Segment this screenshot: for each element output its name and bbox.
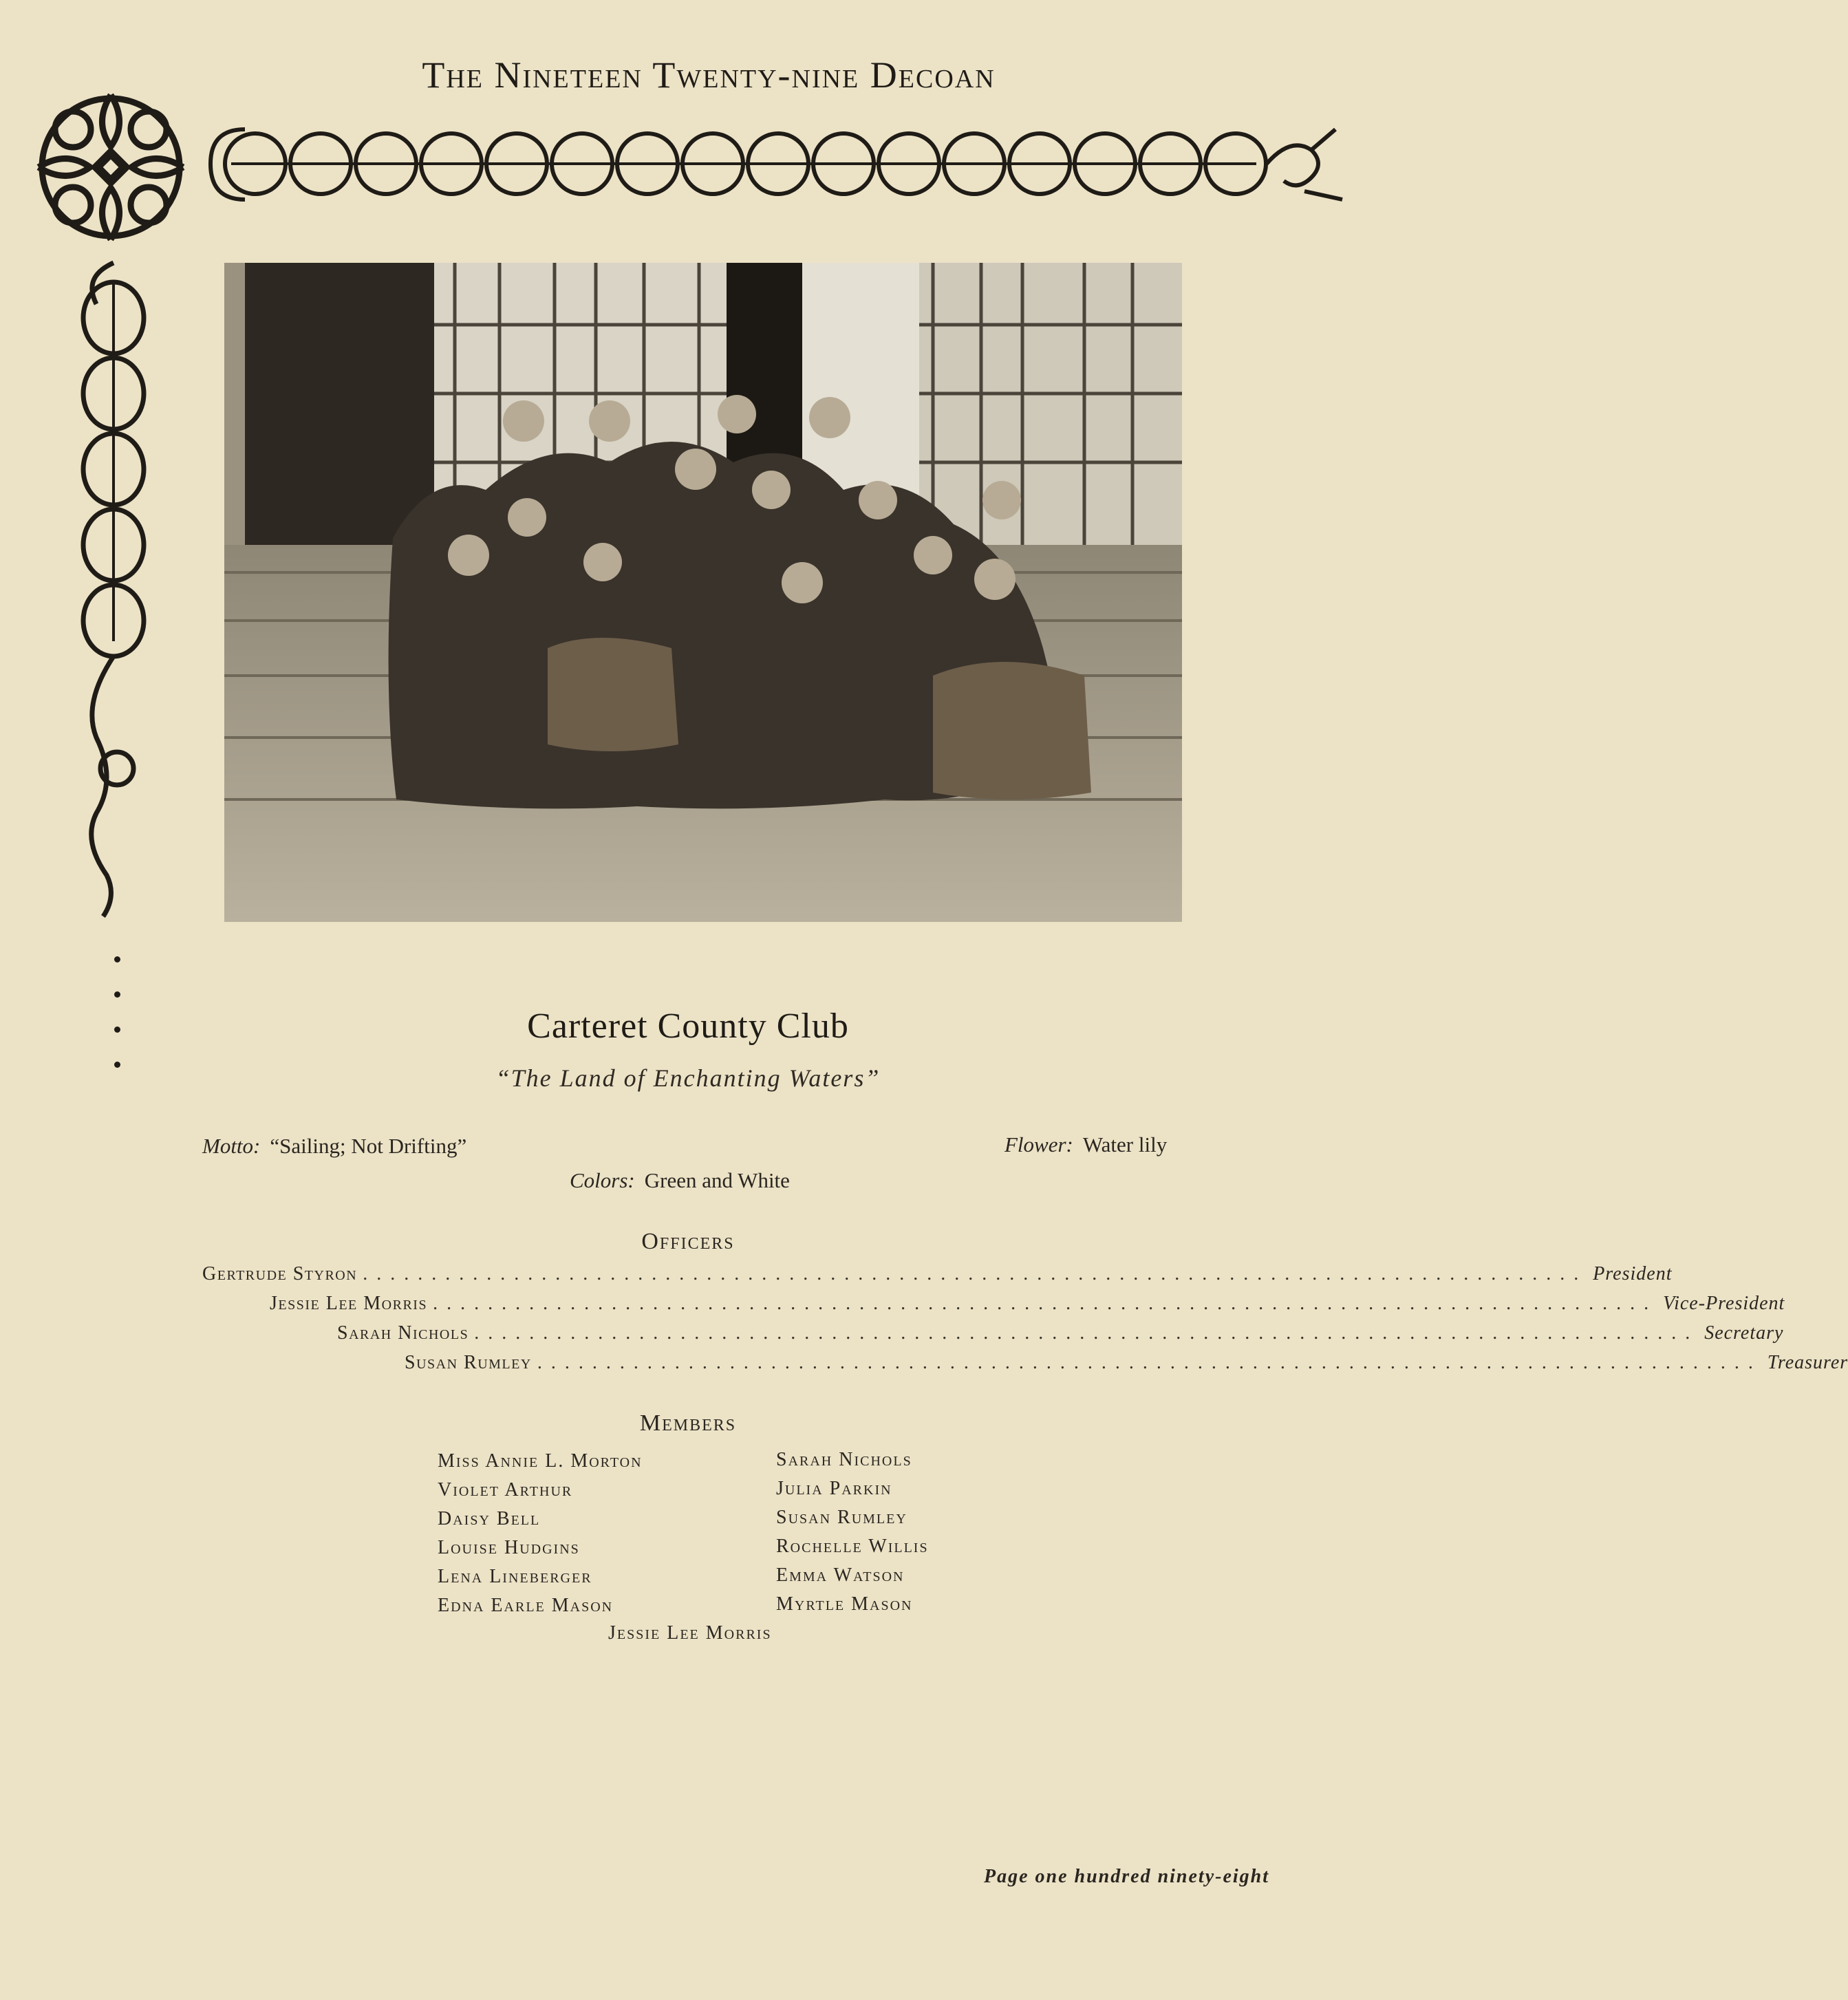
officer-role: President bbox=[1593, 1263, 1673, 1284]
colors-value: Green and White bbox=[644, 1168, 790, 1192]
page-header-title: The Nineteen Twenty-nine Decoan bbox=[422, 54, 996, 96]
flower-line bbox=[1004, 1132, 1167, 1157]
dot bbox=[114, 956, 120, 963]
officer-name: Sarah Nichols bbox=[337, 1322, 469, 1344]
officer-role: Treasurer bbox=[1767, 1352, 1848, 1373]
club-subtitle: “The Land of Enchanting Waters” bbox=[495, 1064, 881, 1092]
member-name: Sarah Nichols bbox=[776, 1449, 912, 1470]
officer-row bbox=[337, 1322, 1784, 1350]
member-name: Lena Lineberger bbox=[438, 1566, 592, 1587]
officer-name: Jessie Lee Morris bbox=[270, 1293, 428, 1314]
officer-row bbox=[270, 1293, 1785, 1320]
member-name: Myrtle Mason bbox=[776, 1593, 913, 1615]
officer-role: Secretary bbox=[1704, 1322, 1784, 1344]
members-heading: Members bbox=[639, 1410, 737, 1436]
decorative-border-band bbox=[204, 122, 1346, 205]
member-name: Daisy Bell bbox=[438, 1508, 541, 1529]
leader-dots: ......................................................................................... bbox=[474, 1322, 1699, 1344]
leader-dots: ......................................................................................... bbox=[363, 1263, 1588, 1284]
officer-row bbox=[405, 1352, 1848, 1379]
leader-dots: ......................................................................................... bbox=[537, 1352, 1762, 1373]
colors-label: Colors: bbox=[570, 1168, 635, 1192]
member-name: Violet Arthur bbox=[438, 1479, 573, 1501]
member-name: Edna Earle Mason bbox=[438, 1595, 614, 1616]
motto-value: “Sailing; Not Drifting” bbox=[270, 1134, 467, 1158]
member-name: Emma Watson bbox=[776, 1564, 905, 1586]
club-title: Carteret County Club bbox=[527, 1007, 849, 1046]
club-group-photo bbox=[224, 263, 1182, 922]
flower-value: Water lily bbox=[1082, 1132, 1168, 1157]
officers-heading: Officers bbox=[641, 1229, 735, 1254]
side-scroll-ornament bbox=[69, 256, 158, 944]
member-name: Susan Rumley bbox=[776, 1507, 907, 1528]
officer-row bbox=[202, 1263, 1673, 1291]
member-name: Jessie Lee Morris bbox=[608, 1622, 772, 1644]
page-number: Page one hundred ninety-eight bbox=[984, 1866, 1270, 1887]
colors-line bbox=[570, 1168, 790, 1193]
corner-ornament bbox=[25, 81, 197, 253]
member-name: Miss Annie L. Morton bbox=[438, 1450, 643, 1472]
member-name: Rochelle Willis bbox=[776, 1536, 929, 1557]
member-name: Julia Parkin bbox=[776, 1478, 892, 1499]
officer-role: Vice-President bbox=[1663, 1293, 1785, 1314]
motto-line bbox=[202, 1134, 466, 1159]
officer-name: Susan Rumley bbox=[405, 1352, 532, 1373]
motto-label: Motto: bbox=[202, 1134, 261, 1158]
flower-label: Flower: bbox=[1004, 1132, 1073, 1157]
leader-dots: ......................................................................................... bbox=[433, 1293, 1658, 1314]
officer-name: Gertrude Styron bbox=[202, 1263, 358, 1284]
dot bbox=[114, 991, 120, 998]
member-name: Louise Hudgins bbox=[438, 1537, 580, 1558]
